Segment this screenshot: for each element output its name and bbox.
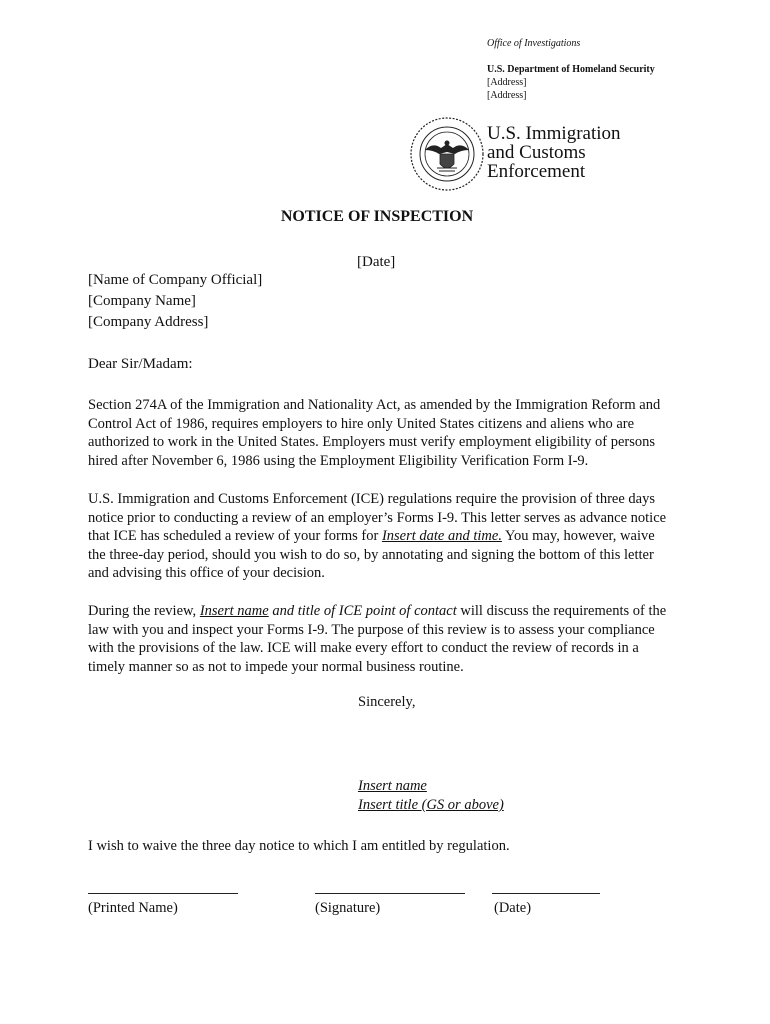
recipient-company: [Company Name] <box>88 293 196 309</box>
title-text: NOTICE OF INSPECTION <box>280 208 474 225</box>
date-line[interactable] <box>492 893 600 894</box>
signature-caption: (Signature) <box>315 900 381 916</box>
salutation: Dear Sir/Madam: <box>88 356 193 372</box>
agency-line-2: and Customs <box>487 142 586 163</box>
paragraph-3 <box>88 602 673 676</box>
dhs-seal-icon <box>409 116 485 192</box>
recipient-address: [Company Address] <box>88 314 209 330</box>
paragraph-3-text-a: During the review, <box>88 603 200 619</box>
paragraph-1: Section 274A of the Immigration and Nationality Act, as amended by the Immigration Reform and Control Act of 1986, requires employers to hire only United States citizens and aliens who are authorized to work in the United States. Employers must verify employment eligibility of persons hired after November 6, 1986 using the Employment Eligibility Verification Form I-9. <box>88 397 661 469</box>
printed-name-line[interactable] <box>88 893 238 894</box>
printed-name-caption: (Printed Name) <box>88 900 178 916</box>
signer-name: Insert name <box>358 778 427 794</box>
signer-title: Insert title (GS or above) <box>358 797 504 813</box>
waiver-statement: I wish to waive the three day notice to which I am entitled by regulation. <box>88 838 510 854</box>
paragraph-3-text-b: will discuss the requirements of the law with you and inspect your Forms I-9. The purpose of this review is to assess your compliance with the provisions of the law. ICE will make every effort to conduct the review of records in a timely manner so as not to impede your normal business routine. <box>88 603 667 675</box>
paragraph-2-text-b: You may, however, waive the three-day period, should you wish to do so, by annotating and signing the bottom of this letter and advising this office of your decision. <box>88 528 655 581</box>
paragraph-2 <box>88 490 673 583</box>
address-line-1: [Address] <box>487 77 527 88</box>
department-name: U.S. Department of Homeland Security <box>487 64 655 75</box>
date-placeholder: [Date] <box>357 254 396 270</box>
agency-name <box>487 124 621 181</box>
agency-line-1: U.S. Immigration <box>487 123 621 144</box>
agency-line-3: Enforcement <box>487 161 586 182</box>
contact-title-placeholder: and title of ICE point of contact <box>268 603 457 619</box>
contact-name-placeholder: Insert name <box>199 603 269 619</box>
document-title <box>0 208 770 226</box>
date-time-placeholder: Insert date and time. <box>381 528 502 544</box>
signature-line[interactable] <box>315 893 465 894</box>
recipient-official: [Name of Company Official] <box>88 272 263 288</box>
office-name: Office of Investigations <box>487 38 581 49</box>
paragraph-2-text-a: U.S. Immigration and Customs Enforcement (ICE) regulations require the provision of three days notice prior to conducting a review of an employer’s Forms I-9. This letter serves as advance notice that ICE has scheduled a review of your forms for <box>88 491 667 544</box>
address-line-2: [Address] <box>487 90 527 101</box>
date-caption: (Date) <box>494 900 532 916</box>
closing: Sincerely, <box>358 694 416 710</box>
